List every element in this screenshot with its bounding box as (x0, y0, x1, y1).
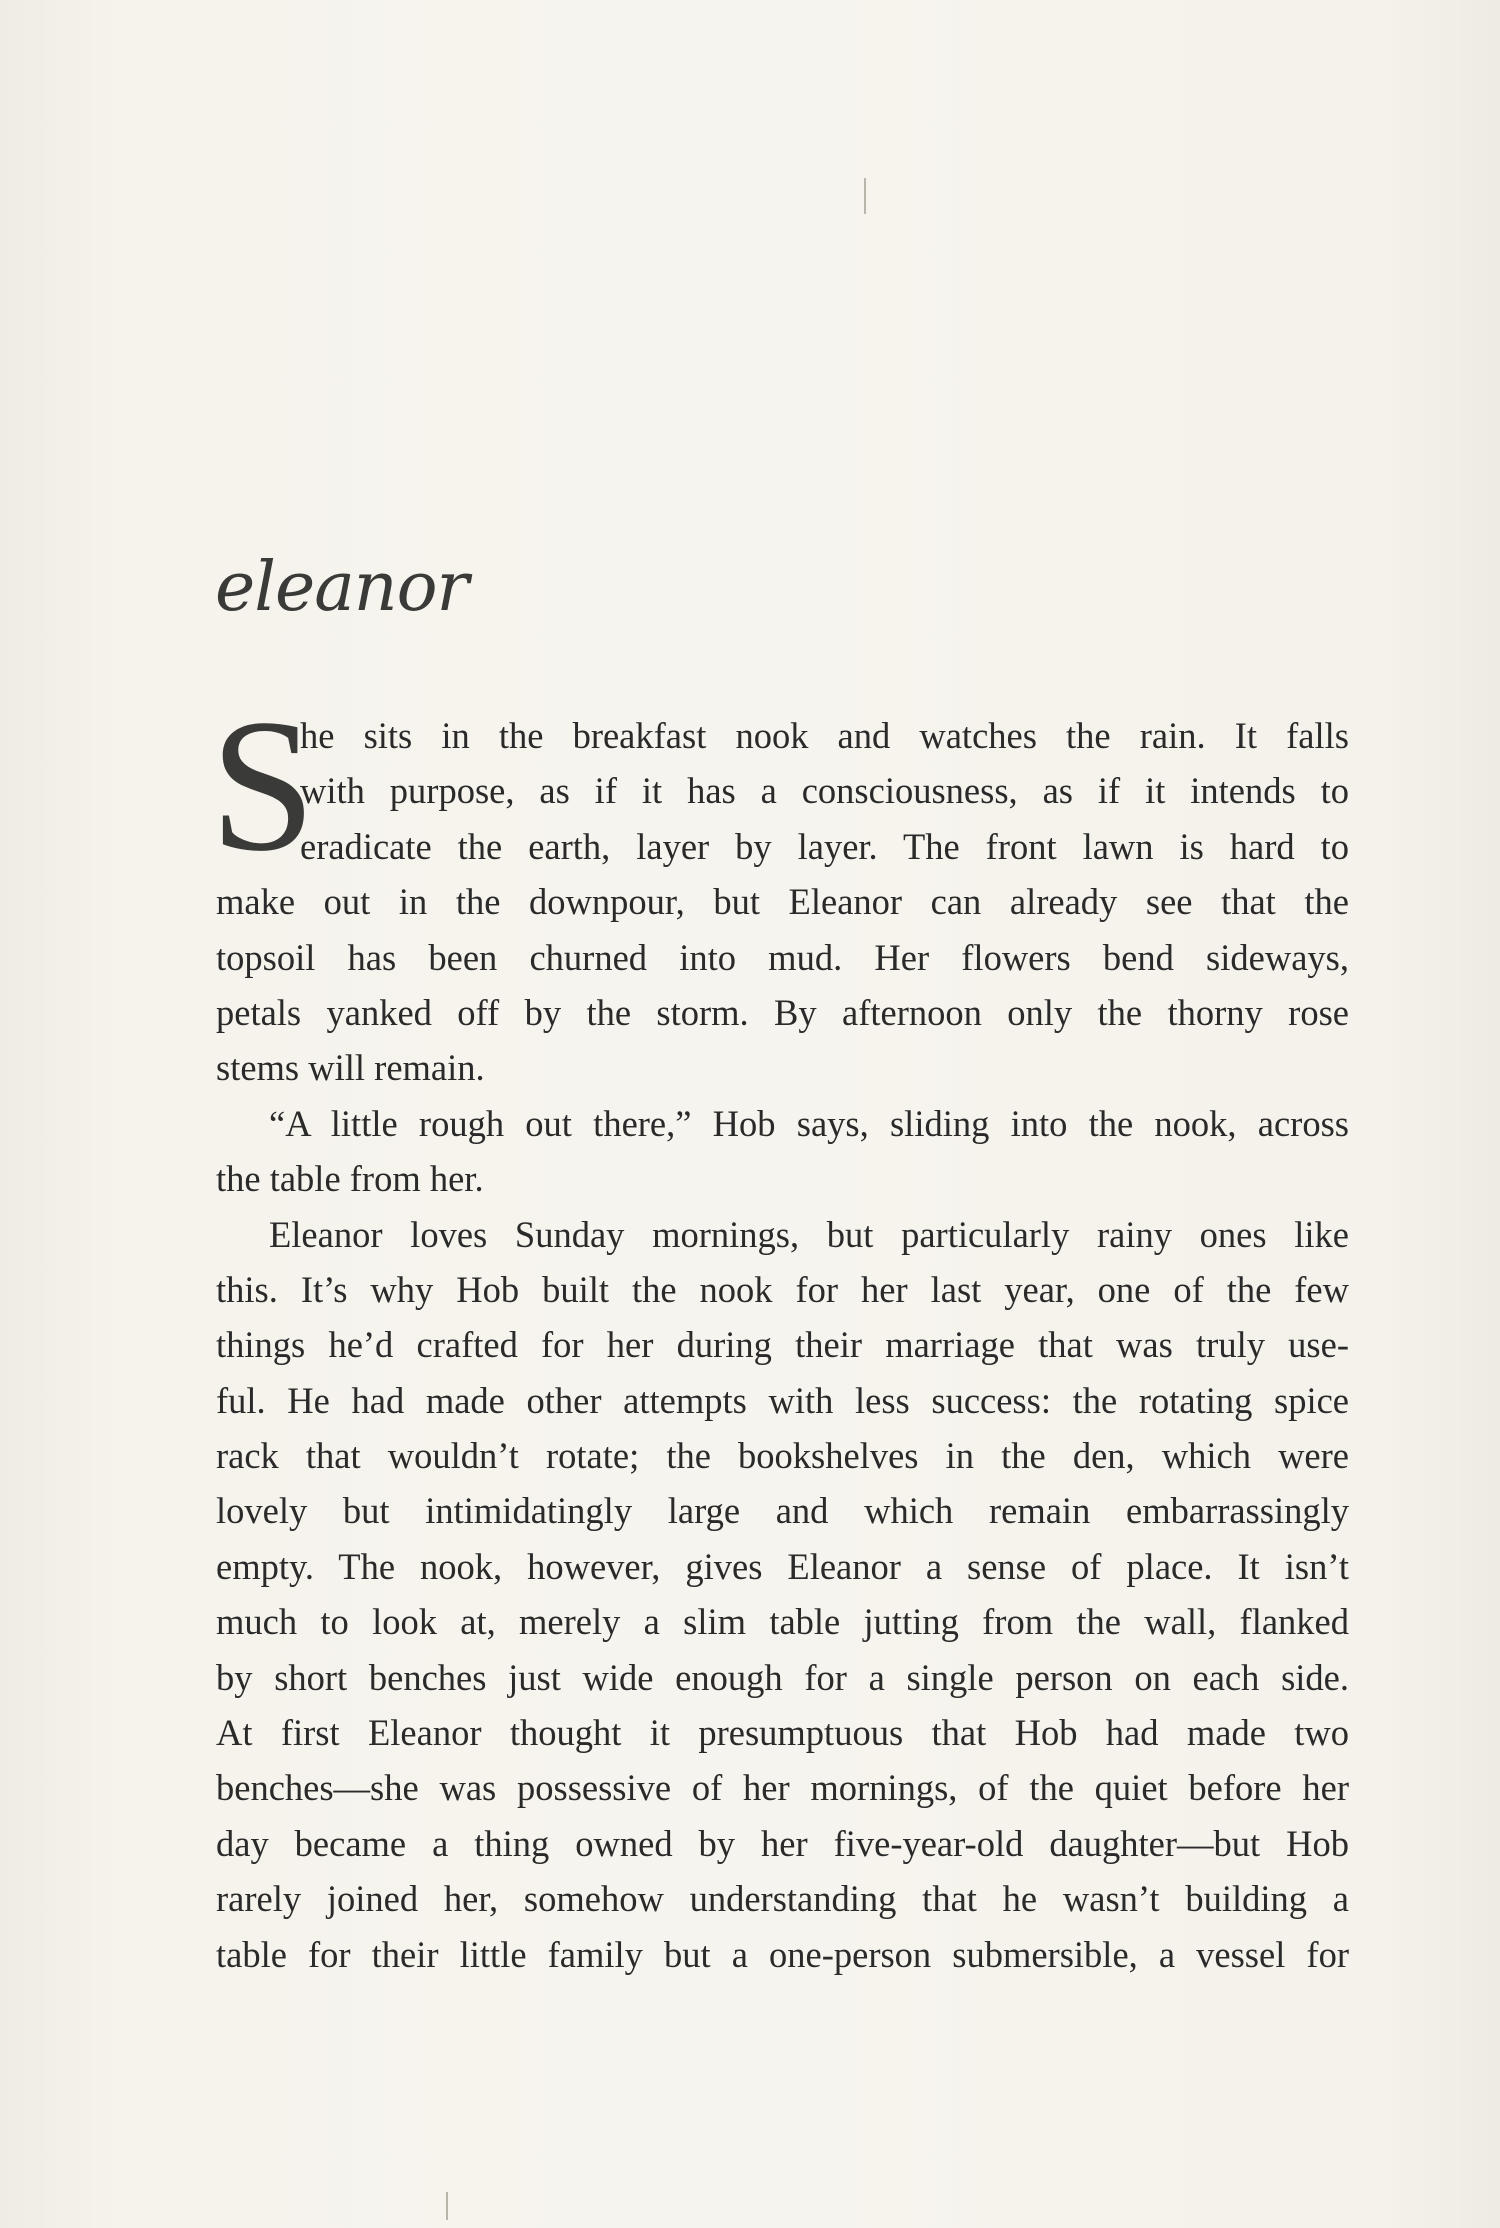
text-line: benches—she was possessive of her mornings, of the quiet before her (216, 1767, 1349, 1809)
text-line: At first Eleanor thought it presumptuous that Hob had made two (216, 1712, 1349, 1754)
text-line: this. It’s why Hob built the nook for her last year, one of the few (216, 1268, 1349, 1310)
text-line: he sits in the breakfast nook and watches the rain. It falls (300, 715, 1349, 756)
text-line: topsoil has been churned into mud. Her flowers bend sideways, (216, 936, 1349, 978)
text-line: table for their little family but a one-person submersible, a vessel for (216, 1933, 1349, 1975)
text-line: eradicate the earth, layer by layer. The front lawn is hard to (300, 825, 1349, 867)
text-line: ful. He had made other attempts with less success: the rotating spice (216, 1379, 1349, 1421)
text-line: things he’d crafted for her during their marriage that was truly use- (216, 1324, 1349, 1366)
text-line: with purpose, as if it has a consciousness, as if it intends to (300, 770, 1349, 812)
text-line: “A little rough out there,” Hob says, sliding into the nook, across (269, 1102, 1349, 1144)
drop-cap: S (210, 681, 316, 891)
scan-mark-top (864, 178, 866, 214)
text-line: stems will remain. (216, 1047, 485, 1089)
chapter-title: eleanor (215, 548, 469, 627)
text-line: empty. The nook, however, gives Eleanor a sense of place. It isn’t (216, 1545, 1349, 1587)
text-line: Eleanor loves Sunday mornings, but particularly rainy ones like (269, 1213, 1349, 1255)
text-line: day became a thing owned by her five-year-old daughter—but Hob (216, 1822, 1349, 1864)
text-line: the table from her. (216, 1158, 484, 1200)
text-line: lovely but intimidatingly large and which remain embarrassingly (216, 1490, 1349, 1532)
text-line: rack that wouldn’t rotate; the bookshelves in the den, which were (216, 1435, 1349, 1477)
text-line: petals yanked off by the storm. By afternoon only the thorny rose (216, 991, 1349, 1033)
scan-mark-bottom (446, 2192, 448, 2220)
body-text (216, 708, 1349, 1982)
text-line: make out in the downpour, but Eleanor can already see that the (216, 881, 1349, 923)
text-line: rarely joined her, somehow understanding that he wasn’t building a (216, 1878, 1349, 1920)
text-line: much to look at, merely a slim table jutting from the wall, flanked (216, 1601, 1349, 1643)
text-line: by short benches just wide enough for a single person on each side. (216, 1656, 1349, 1698)
